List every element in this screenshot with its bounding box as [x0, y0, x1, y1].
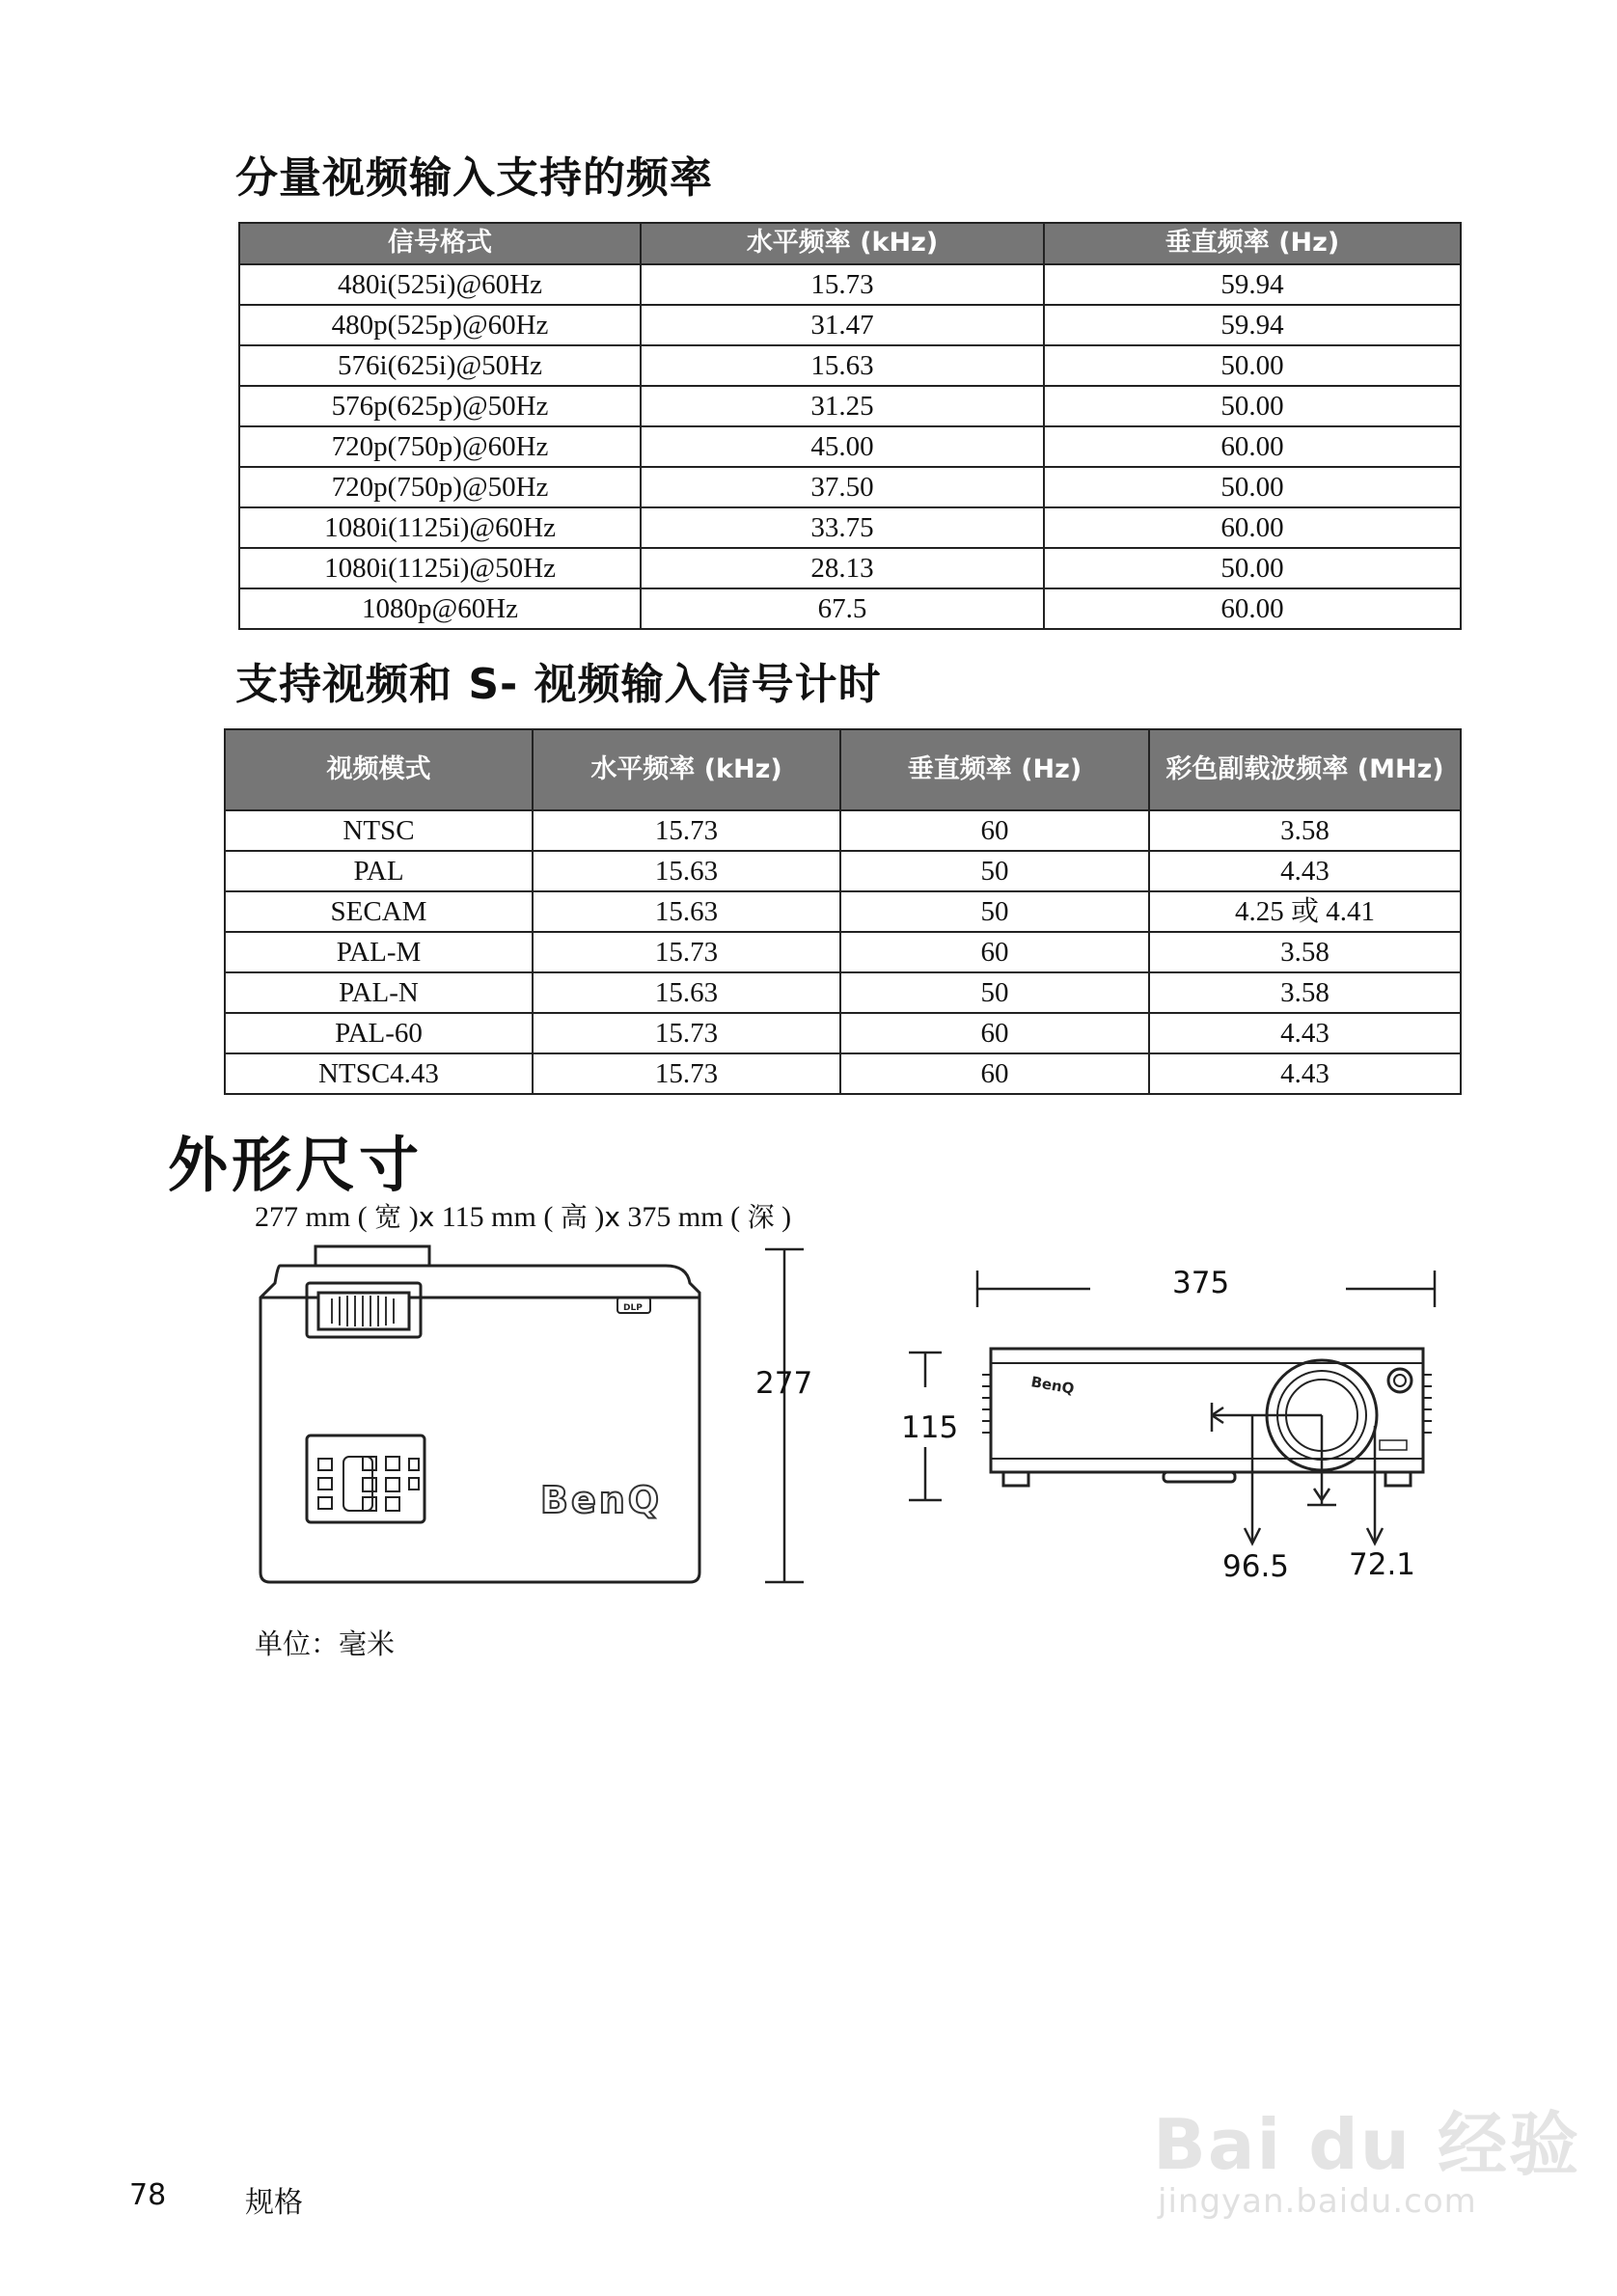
col-header-horizontal-freq: 水平频率 (kHz) — [641, 223, 1044, 264]
projector-top-view — [260, 1246, 699, 1582]
table-cell: 50 — [840, 851, 1149, 891]
table-cell: NTSC — [225, 810, 533, 851]
col-header-vertical-freq: 垂直频率 (Hz) — [840, 729, 1149, 810]
table-cell: 4.43 — [1149, 851, 1461, 891]
table-cell: 31.47 — [641, 305, 1044, 345]
table-cell: 50 — [840, 891, 1149, 932]
table-cell: 59.94 — [1044, 305, 1461, 345]
table-cell: 3.58 — [1149, 810, 1461, 851]
table-cell: 50.00 — [1044, 548, 1461, 588]
table-cell: 60 — [840, 810, 1149, 851]
col-header-vertical-freq: 垂直频率 (Hz) — [1044, 223, 1461, 264]
table-cell: 15.73 — [533, 932, 840, 972]
table-cell: 45.00 — [641, 426, 1044, 467]
table-cell: 67.5 — [641, 588, 1044, 629]
times-sign: x — [604, 1201, 620, 1233]
col-header-subcarrier-freq: 彩色副载波频率 (MHz) — [1149, 729, 1461, 810]
dimensions-title: 外形尺寸 — [168, 1130, 424, 1200]
page-number: 78 — [129, 2178, 167, 2212]
table-cell: 60.00 — [1044, 507, 1461, 548]
table-cell: 1080p@60Hz — [239, 588, 641, 629]
height-label: 高 — [560, 1201, 588, 1233]
height-value: 115 mm — [441, 1201, 536, 1233]
col-header-horizontal-freq: 水平频率 (kHz) — [533, 729, 840, 810]
footer-section: 规格 — [245, 2186, 303, 2220]
table-cell: PAL-60 — [225, 1013, 533, 1053]
table-cell: 4.25 或 4.41 — [1149, 891, 1461, 932]
table-cell: 60.00 — [1044, 588, 1461, 629]
width-dimension-label: 277 — [755, 1366, 813, 1401]
depth-value: 375 mm — [627, 1201, 724, 1233]
table-cell: 480i(525i)@60Hz — [239, 264, 641, 305]
table-cell: 15.73 — [533, 810, 840, 851]
table-cell: 33.75 — [641, 507, 1044, 548]
depth-label: 深 — [747, 1201, 775, 1233]
table-cell: 1080i(1125i)@50Hz — [239, 548, 641, 588]
table-cell: 1080i(1125i)@60Hz — [239, 507, 641, 548]
baidu-watermark-logo: Bai du 经验 — [1153, 2104, 1581, 2185]
lens-offset-label-1: 96.5 — [1222, 1549, 1290, 1584]
baidu-watermark-url: jingyan.baidu.com — [1158, 2182, 1477, 2221]
table-cell: 576i(625i)@50Hz — [239, 345, 641, 386]
table-cell: 4.43 — [1149, 1013, 1461, 1053]
dimensions-text: 277 mm ( 宽 )x 115 mm ( 高 )x 375 mm ( 深 ) — [255, 1201, 792, 1233]
table-cell: 28.13 — [641, 548, 1044, 588]
table-cell: PAL-N — [225, 972, 533, 1013]
table-cell: PAL — [225, 851, 533, 891]
table-cell: 15.63 — [533, 891, 840, 932]
width-dimension-line — [765, 1249, 804, 1582]
table-cell: 59.94 — [1044, 264, 1461, 305]
table-cell: 31.25 — [641, 386, 1044, 426]
table-cell: 480p(525p)@60Hz — [239, 305, 641, 345]
depth-dimension-label: 375 — [1172, 1266, 1230, 1300]
width-value: 277 mm — [255, 1201, 351, 1233]
table-cell: 60.00 — [1044, 426, 1461, 467]
col-header-signal-format: 信号格式 — [239, 223, 641, 264]
table-cell: 15.63 — [533, 972, 840, 1013]
table-cell: 50.00 — [1044, 386, 1461, 426]
unit-note: 单位：毫米 — [255, 1627, 396, 1660]
benq-logo: BenQ — [540, 1479, 663, 1521]
table-cell: PAL-M — [225, 932, 533, 972]
table-cell: SECAM — [225, 891, 533, 932]
benq-logo-front: BenQ — [1029, 1373, 1076, 1398]
table-cell: 3.58 — [1149, 972, 1461, 1013]
table-cell: 15.73 — [641, 264, 1044, 305]
table-cell: 720p(750p)@60Hz — [239, 426, 641, 467]
section-title-video-timing: 支持视频和 S- 视频输入信号计时 — [235, 660, 882, 709]
table-cell: NTSC4.43 — [225, 1053, 533, 1094]
lens-offset-label-2: 72.1 — [1349, 1547, 1416, 1582]
table-cell: 15.73 — [533, 1053, 840, 1094]
width-label: 宽 — [374, 1201, 402, 1233]
height-dimension-label: 115 — [901, 1410, 959, 1445]
times-sign: x — [418, 1201, 435, 1233]
table-cell: 3.58 — [1149, 932, 1461, 972]
table-cell: 4.43 — [1149, 1053, 1461, 1094]
table-cell: 37.50 — [641, 467, 1044, 507]
table-cell: 15.63 — [641, 345, 1044, 386]
col-header-video-mode: 视频模式 — [225, 729, 533, 810]
table-cell: 50.00 — [1044, 345, 1461, 386]
table-cell: 576p(625p)@50Hz — [239, 386, 641, 426]
table-cell: 15.73 — [533, 1013, 840, 1053]
table-cell: 15.63 — [533, 851, 840, 891]
table-cell: 50.00 — [1044, 467, 1461, 507]
table-cell: 60 — [840, 932, 1149, 972]
table-cell: 50 — [840, 972, 1149, 1013]
projector-front-view — [982, 1349, 1432, 1486]
table-cell: 720p(750p)@50Hz — [239, 467, 641, 507]
dlp-logo: DLP — [623, 1303, 643, 1313]
table-cell: 60 — [840, 1013, 1149, 1053]
section-title-component-video: 分量视频输入支持的频率 — [235, 153, 713, 203]
table-cell: 60 — [840, 1053, 1149, 1094]
